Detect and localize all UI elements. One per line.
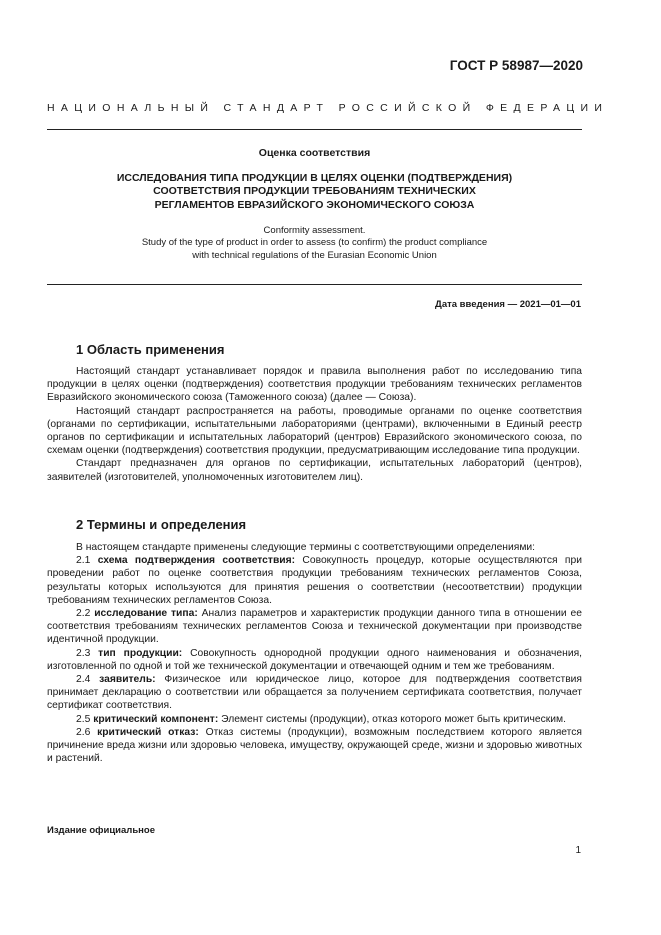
english-title-line: with technical regulations of the Eurasian Economic Union <box>192 249 437 261</box>
page-number: 1 <box>575 845 581 856</box>
term-definition: Элемент системы (продукции), отказ которого может быть критическим. <box>221 713 566 725</box>
term-number: 2.5 <box>76 713 91 725</box>
paragraph: Стандарт предназначен для органов по сертификации, испытательных лабораторий (центров), заявителей (изготовителей, уполномоченных изготовителем лиц). <box>47 458 582 483</box>
term-number: 2.2 <box>76 608 91 620</box>
term-entry <box>47 607 582 647</box>
term-number: 2.1 <box>76 555 91 567</box>
english-title-line: Conformity assessment. <box>263 225 366 236</box>
paragraph: Настоящий стандарт устанавливает порядок и правила выполнения работ по исследованию типа продукции в целях оценки (подтверждения) соответствия продукции требованиям технических регламентов Евразийского экономического союза (Таможенного союза) (далее — Союза). <box>47 366 582 404</box>
title-line: РЕГЛАМЕНТОВ ЕВРАЗИЙСКОГО ЭКОНОМИЧЕСКОГО СОЮЗА <box>154 198 475 211</box>
introduction-date: Дата введения — 2021—01—01 <box>435 299 581 310</box>
document-subtitle: Оценка соответствия <box>258 147 371 159</box>
section-terms-body <box>47 541 582 765</box>
english-title <box>47 225 582 262</box>
national-standard-banner: НАЦИОНАЛЬНЫЙ СТАНДАРТ РОССИЙСКОЙ ФЕДЕРАЦИИ <box>47 102 609 114</box>
top-divider <box>47 129 582 130</box>
term-name: исследование типа: <box>94 608 198 620</box>
section-heading-scope: 1 Область применения <box>76 342 225 357</box>
term-entry <box>47 647 582 673</box>
term-definition: Совокупность однородной продукции одного наименования и обозначения, изготовленной по одной и той же технической документации и отвечающей одним и тем же требованиям. <box>47 647 583 672</box>
title-bottom-divider <box>47 284 582 285</box>
title-line: ИССЛЕДОВАНИЯ ТИПА ПРОДУКЦИИ В ЦЕЛЯХ ОЦЕНКИ (ПОДТВЕРЖДЕНИЯ) <box>116 172 513 184</box>
title-line: СООТВЕТСТВИЯ ПРОДУКЦИИ ТРЕБОВАНИЯМ ТЕХНИЧЕСКИХ <box>153 185 476 198</box>
terms-intro: В настоящем стандарте применены следующие термины с соответствующими определениями: <box>76 542 536 553</box>
term-name: схема подтверждения соответствия: <box>97 555 296 567</box>
term-number: 2.6 <box>76 726 91 738</box>
paragraph: Настоящий стандарт распространяется на работы, проводимые органами по оценке соответствия (органами по сертификации, испытательными лабораториями (центрами), включенными в Единый реестр органов по сертификации и испытательных лабораторий (центров) Евразийского экономического союза, по схемам оценки (подтверждения) соответствия продукции, предусматривающим исследование типа продукции. <box>47 405 582 457</box>
term-entry <box>47 673 582 713</box>
official-edition-label: Издание официальное <box>47 825 155 836</box>
term-definition: Отказ системы (продукции), возможным последствием которого является причинение вреда жизни или здоровью человека, имуществу, окружающей среде, жизни и здоровью животных и растений. <box>47 726 582 765</box>
term-name: заявитель: <box>99 674 156 686</box>
term-definition: Физическое или юридическое лицо, которое для подтверждения соответствия принимает декларацию о соответствии или обращается за получением сертификата соответствия, получает сертификат соответствия. <box>47 674 582 712</box>
term-entry <box>47 713 582 726</box>
term-name: тип продукции: <box>98 647 183 659</box>
term-number: 2.3 <box>76 647 91 659</box>
section-heading-terms: 2 Термины и определения <box>76 517 247 532</box>
term-name: критический отказ: <box>97 726 199 738</box>
term-definition: Анализ параметров и характеристик продукции данного типа в отношении ее соответствия требованиям технических регламентов Союза и технической документации при производстве идентичной продукции. <box>47 608 583 646</box>
section-scope-body <box>47 365 582 484</box>
gost-number: ГОСТ Р 58987—2020 <box>449 58 583 73</box>
document-title <box>47 172 582 212</box>
term-definition: Совокупность процедур, которые осуществляются при проведении работ по оценке соответствия продукции требованиям технических регламентов Союза, результаты которых используются для принятия решения о соответствии (несоответствии) продукции требованиям технических регламентов Союза. <box>47 555 582 606</box>
term-number: 2.4 <box>76 674 91 686</box>
term-name: критический компонент: <box>93 713 219 725</box>
term-entry <box>47 554 582 607</box>
term-entry <box>47 726 582 766</box>
english-title-line: Study of the type of product in order to assess (to confirm) the product compliance <box>141 237 488 249</box>
